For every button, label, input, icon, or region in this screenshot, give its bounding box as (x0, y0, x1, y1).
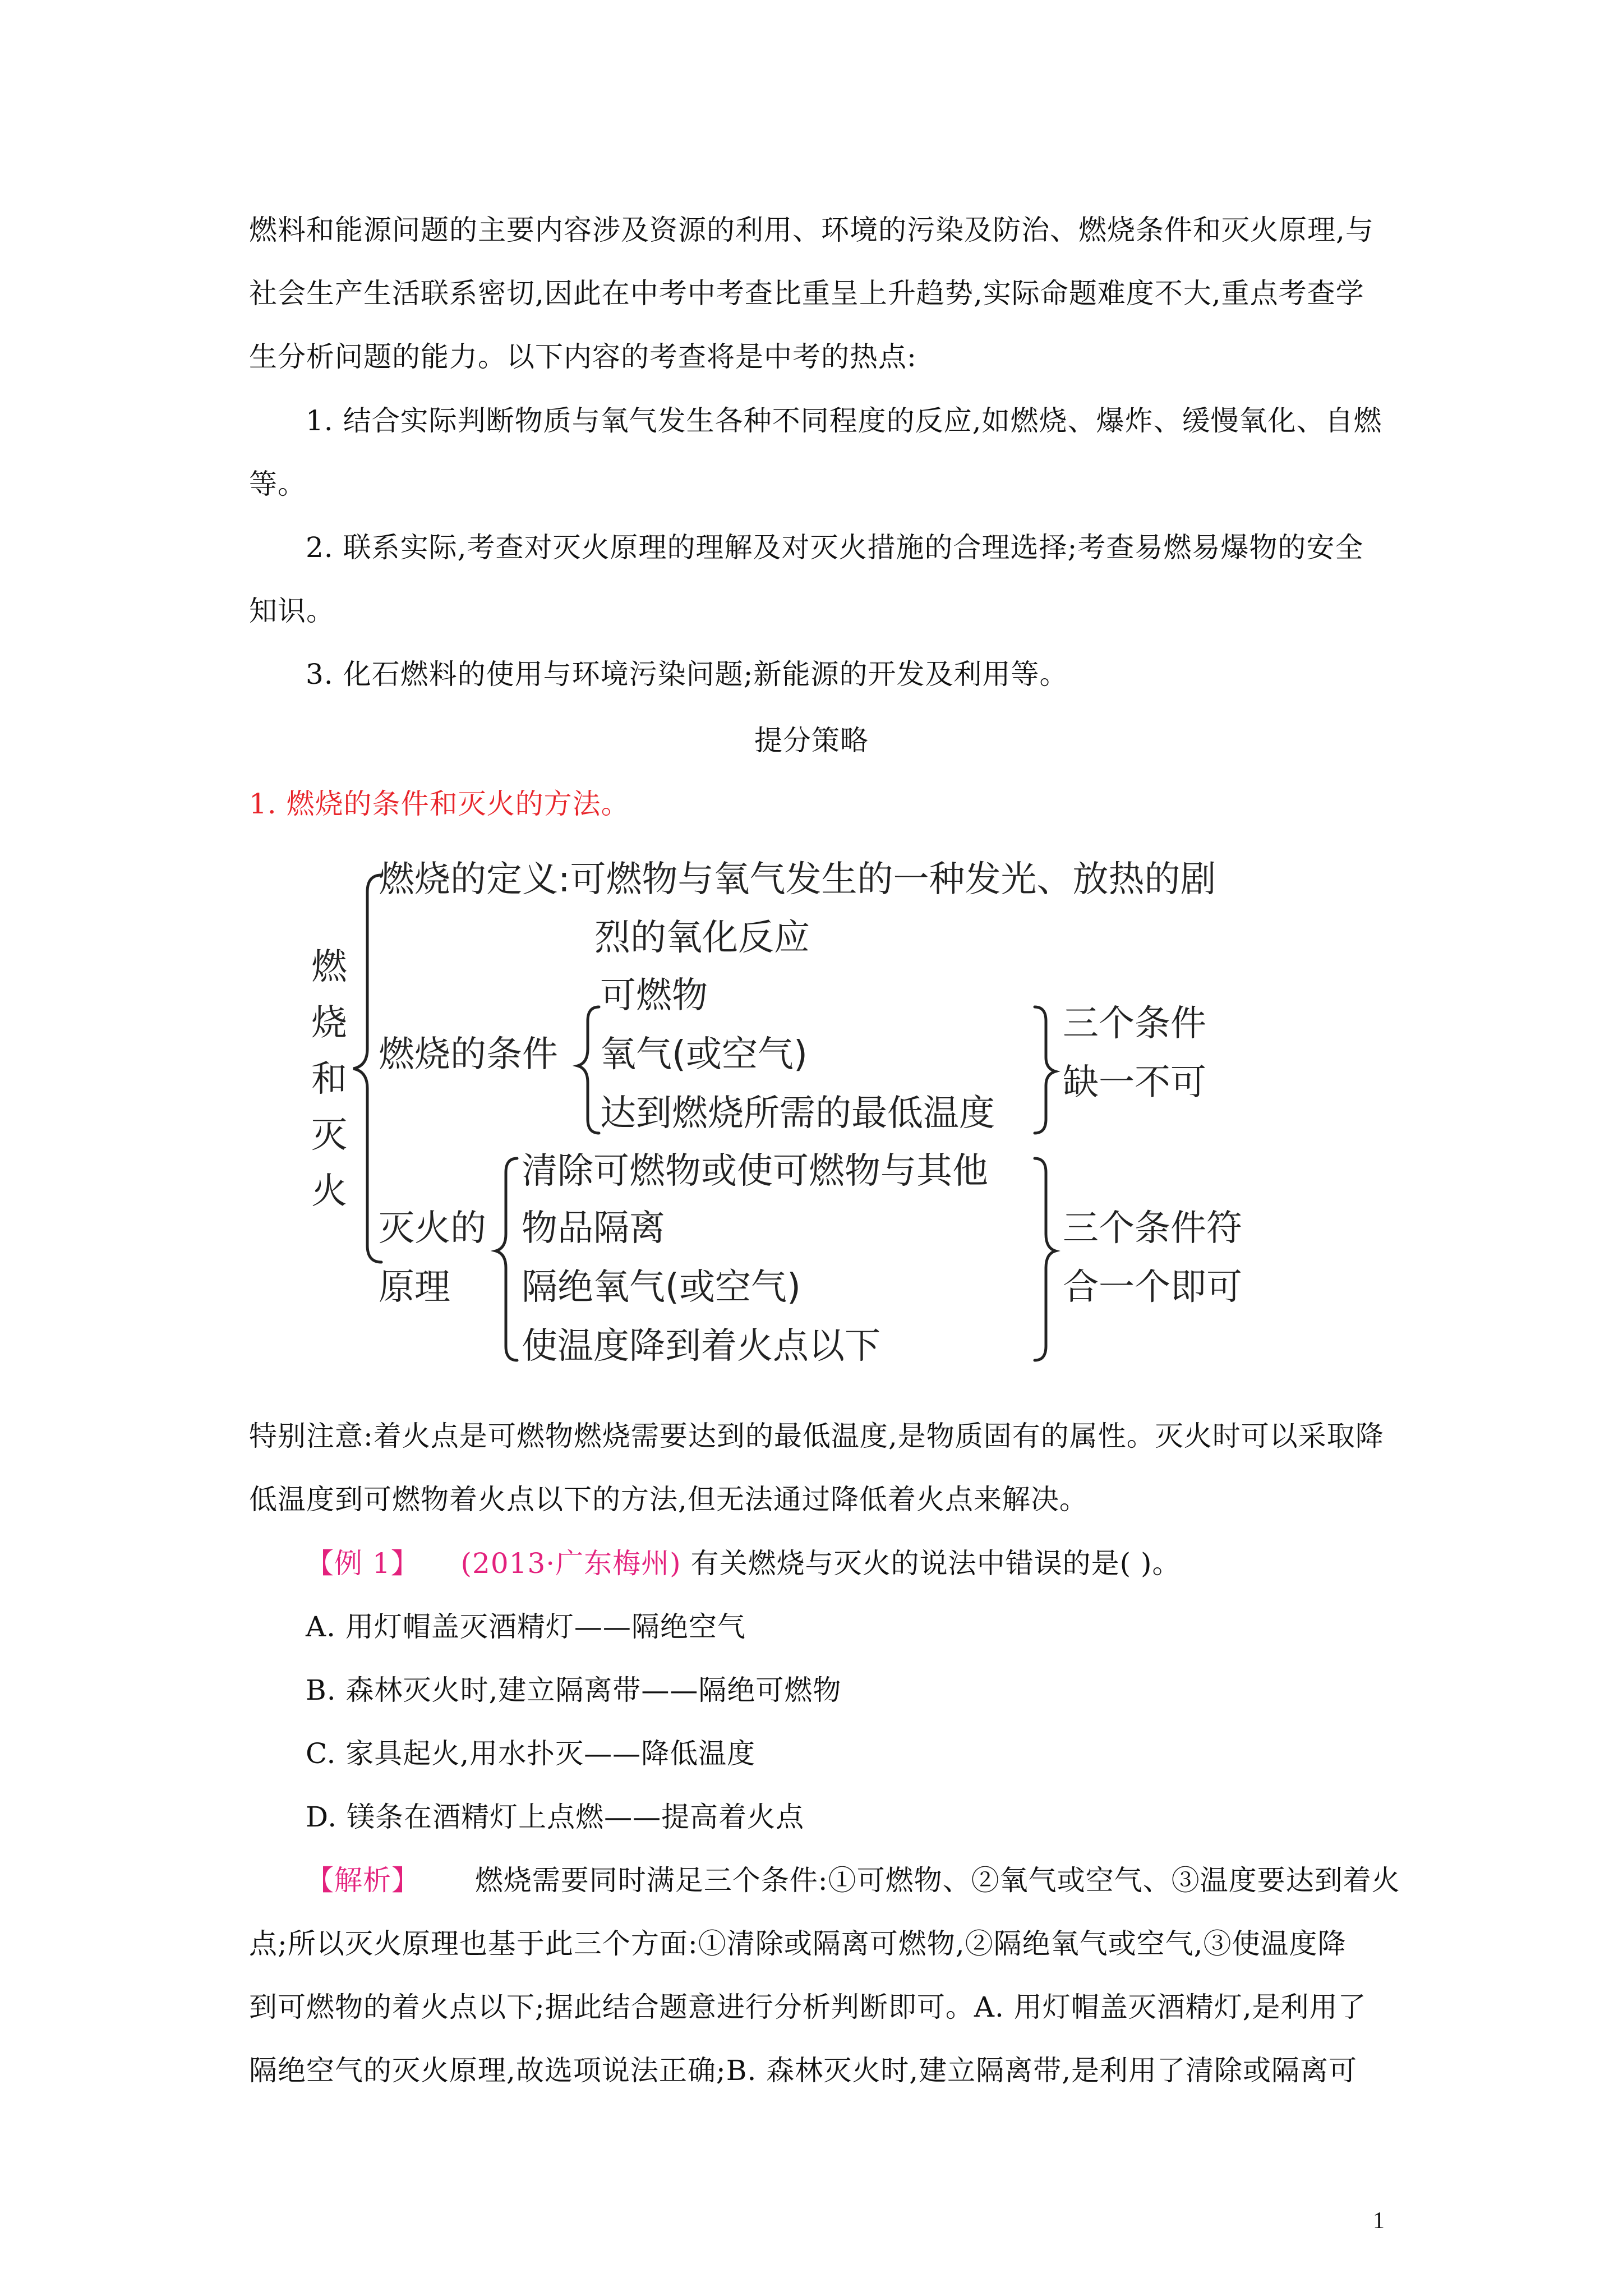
conditions-label: 燃烧的条件 (379, 1034, 558, 1075)
subheading: 1. 燃烧的条件和灭火的方法。 (249, 788, 630, 820)
conditions-note-1: 三个条件 (1063, 1003, 1206, 1045)
point-1-line-2: 等。 (249, 468, 306, 500)
root-char-3: 和 (311, 1059, 347, 1100)
principle-1-line-1: 清除可燃物或使可燃物与其他 (522, 1151, 988, 1192)
example-tag: 【例 1】 (306, 1547, 419, 1580)
intro-line-2: 社会生产生活联系密切,因此在中考中考查比重呈上升趋势,实际命题难度不大,重点考查学 (249, 277, 1364, 310)
condition-2: 氧气(或空气) (600, 1034, 808, 1075)
point-2-line-2: 知识。 (249, 595, 335, 627)
condition-1: 可燃物 (600, 975, 708, 1016)
conditions-brace (578, 1007, 599, 1133)
example-question: 有关燃烧与灭火的说法中错误的是( )。 (690, 1547, 1181, 1580)
option-b: B. 森林灭火时,建立隔离带——隔绝可燃物 (306, 1674, 842, 1706)
principle-2: 隔绝氧气(或空气) (522, 1267, 801, 1308)
point-3: 3. 化石燃料的使用与环境污染问题;新能源的开发及利用等。 (306, 658, 1068, 691)
note-line-1: 特别注意:着火点是可燃物燃烧需要达到的最低温度,是物质固有的属性。灭火时可以采取降 (249, 1420, 1384, 1452)
root-char-2: 烧 (311, 1002, 347, 1044)
example-source: (2013·广东梅州) (460, 1547, 681, 1580)
principle-right-brace (1035, 1158, 1055, 1360)
principle-3: 使温度降到着火点以下 (522, 1326, 880, 1367)
principle-label-1: 灭火的 (379, 1208, 486, 1249)
option-a: A. 用灯帽盖灭酒精灯——隔绝空气 (306, 1611, 746, 1643)
conditions-note-2: 缺一不可 (1063, 1062, 1206, 1103)
analysis-line-3: 到可燃物的着火点以下;据此结合题意进行分析判断即可。A. 用灯帽盖灭酒精灯,是利用了 (249, 1991, 1367, 2023)
principle-note-2: 合一个即可 (1063, 1267, 1242, 1308)
page-number: 1 (1373, 2208, 1385, 2234)
point-1-line-1: 1. 结合实际判断物质与氧气发生各种不同程度的反应,如燃烧、爆炸、缓慢氧化、自燃 (306, 404, 1382, 437)
section-title: 提分策略 (754, 724, 869, 757)
principle-note-1: 三个条件符 (1063, 1208, 1242, 1249)
principle-brace (496, 1158, 517, 1360)
option-d: D. 镁条在酒精灯上点燃——提高着火点 (306, 1801, 805, 1833)
principle-1-line-2: 物品隔离 (522, 1208, 665, 1249)
root-brace (353, 875, 381, 1262)
intro-line-1: 燃料和能源问题的主要内容涉及资源的利用、环境的污染及防治、燃烧条件和灭火原理,与 (249, 214, 1374, 246)
option-c: C. 家具起火,用水扑灭——降低温度 (306, 1737, 756, 1770)
analysis-line-4: 隔绝空气的灭火原理,故选项说法正确;B. 森林灭火时,建立隔离带,是利用了清除或隔离可 (249, 2054, 1358, 2087)
definition-line-1: 燃烧的定义:可燃物与氧气发生的一种发光、放热的剧 (379, 859, 1216, 900)
conditions-right-brace (1035, 1007, 1055, 1133)
point-2-line-1: 2. 联系实际,考查对灭火原理的理解及对灭火措施的合理选择;考查易燃易爆物的安全 (306, 531, 1364, 564)
analysis-line-2: 点;所以灭火原理也基于此三个方面:①清除或隔离可燃物,②隔绝氧气或空气,③使温度降 (249, 1927, 1347, 1960)
intro-line-3: 生分析问题的能力。以下内容的考查将是中考的热点: (249, 341, 917, 373)
analysis-tag: 【解析】 (306, 1864, 420, 1897)
example-heading (306, 1547, 1181, 1580)
root-char-1: 燃 (311, 946, 347, 988)
analysis-text-1: 燃烧需要同时满足三个条件:①可燃物、②氧气或空气、③温度要达到着火 (474, 1864, 1400, 1897)
note-line-2: 低温度到可燃物着火点以下的方法,但无法通过降低着火点来解决。 (249, 1483, 1088, 1516)
definition-line-2: 烈的氧化反应 (594, 917, 810, 959)
root-char-4: 灭 (311, 1115, 347, 1156)
analysis-line-1 (306, 1864, 1400, 1897)
principle-label-2: 原理 (379, 1267, 450, 1308)
condition-3: 达到燃烧所需的最低温度 (600, 1093, 995, 1134)
root-char-5: 火 (311, 1171, 347, 1212)
